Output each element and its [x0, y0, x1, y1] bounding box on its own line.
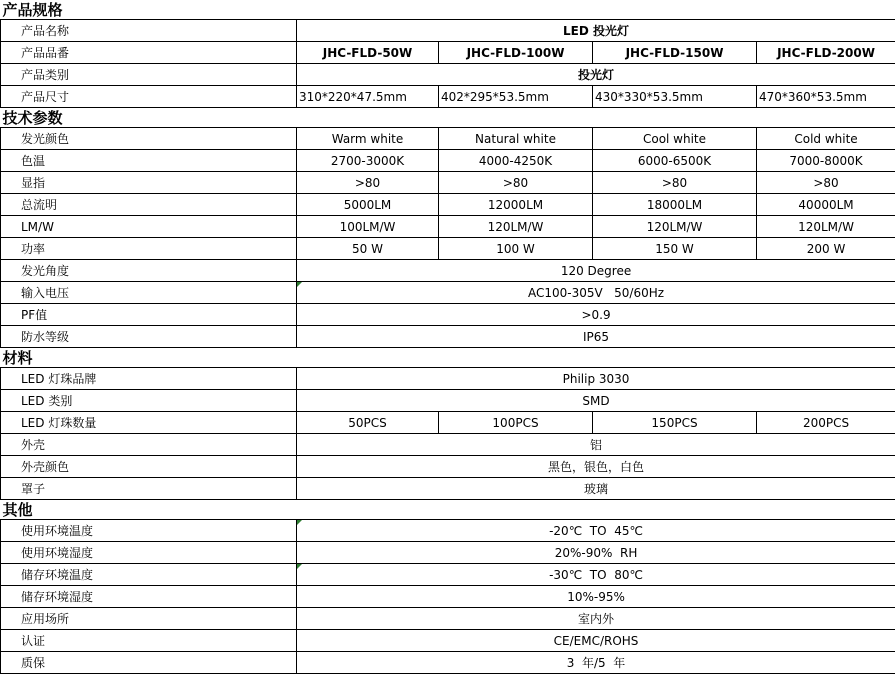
- row-label: 发光角度: [1, 260, 297, 282]
- cell-value: 40000LM: [757, 194, 895, 216]
- cell-value: 120LM/W: [593, 216, 757, 238]
- cell-value: Cold white: [757, 128, 895, 150]
- row-label: 产品类别: [1, 64, 297, 86]
- row-label: 外壳颜色: [1, 456, 297, 478]
- row-label: 储存环境温度: [1, 564, 297, 586]
- cell-value: >80: [757, 172, 895, 194]
- cell-value: 5000LM: [297, 194, 439, 216]
- cell-value: SMD: [297, 390, 895, 412]
- table-row: [1, 172, 895, 194]
- section-row-other: [1, 500, 895, 520]
- section-row-tech: [1, 108, 895, 128]
- comment-marker: [297, 282, 302, 287]
- table-row: [1, 608, 895, 630]
- table-row: [1, 20, 895, 42]
- table-row: [1, 326, 895, 348]
- row-label: LED 类别: [1, 390, 297, 412]
- table-row: [1, 456, 895, 478]
- cell-value: 室内外: [297, 608, 895, 630]
- row-label: 使用环境温度: [1, 520, 297, 542]
- row-label: 产品名称: [1, 20, 297, 42]
- cell-value: 100 W: [439, 238, 593, 260]
- row-label: 应用场所: [1, 608, 297, 630]
- cell-text: -20℃ TO 45℃: [549, 524, 643, 538]
- row-label: 功率: [1, 238, 297, 260]
- table-row: [1, 368, 895, 390]
- table-row: [1, 520, 895, 542]
- cell-value: IP65: [297, 326, 895, 348]
- cell-text: 3 年/5 年: [567, 656, 626, 670]
- cell-value: Warm white: [297, 128, 439, 150]
- cell-value: [297, 652, 895, 674]
- section-row-material: [1, 348, 895, 368]
- cell-value: JHC-FLD-150W: [593, 42, 757, 64]
- row-label: 防水等级: [1, 326, 297, 348]
- cell-value: [297, 564, 895, 586]
- table-row: [1, 412, 895, 434]
- cell-value: 10%-95%: [297, 586, 895, 608]
- cell-value: 200PCS: [757, 412, 895, 434]
- cell-value: Philip 3030: [297, 368, 895, 390]
- cell-value: 120 Degree: [297, 260, 895, 282]
- table-row: [1, 64, 895, 86]
- cell-value: 6000-6500K: [593, 150, 757, 172]
- table-row: [1, 630, 895, 652]
- row-label: 产品尺寸: [1, 86, 297, 108]
- row-label: 总流明: [1, 194, 297, 216]
- table-row: [1, 238, 895, 260]
- row-label: LED 灯珠数量: [1, 412, 297, 434]
- table-row: [1, 194, 895, 216]
- cell-value: 120LM/W: [439, 216, 593, 238]
- section-title-material: 材料: [1, 348, 895, 368]
- table-row: [1, 586, 895, 608]
- row-label: 质保: [1, 652, 297, 674]
- table-row: [1, 42, 895, 64]
- row-label: 外壳: [1, 434, 297, 456]
- cell-value: 铝: [297, 434, 895, 456]
- cell-value: [297, 282, 895, 304]
- cell-value: 150PCS: [593, 412, 757, 434]
- row-label: 储存环境湿度: [1, 586, 297, 608]
- cell-value: 200 W: [757, 238, 895, 260]
- table-row: [1, 260, 895, 282]
- cell-value: 402*295*53.5mm: [439, 86, 593, 108]
- cell-value: 12000LM: [439, 194, 593, 216]
- cell-value: 120LM/W: [757, 216, 895, 238]
- cell-text: AC100-305V 50/60Hz: [528, 286, 664, 300]
- cell-value: >80: [439, 172, 593, 194]
- cell-value: 310*220*47.5mm: [297, 86, 439, 108]
- cell-value: 470*360*53.5mm: [757, 86, 895, 108]
- table-row: [1, 216, 895, 238]
- row-label: 色温: [1, 150, 297, 172]
- row-label: 产品品番: [1, 42, 297, 64]
- cell-text: 20%-90% RH: [555, 546, 638, 560]
- cell-value: JHC-FLD-50W: [297, 42, 439, 64]
- cell-value: Cool white: [593, 128, 757, 150]
- cell-value: [297, 542, 895, 564]
- section-title-spec: 产品规格: [1, 0, 895, 20]
- row-label: 显指: [1, 172, 297, 194]
- cell-value: JHC-FLD-200W: [757, 42, 895, 64]
- table-row: [1, 304, 895, 326]
- table-row: [1, 86, 895, 108]
- cell-value: 100LM/W: [297, 216, 439, 238]
- section-title-other: 其他: [1, 500, 895, 520]
- row-label: LM/W: [1, 216, 297, 238]
- cell-value: LED 投光灯: [297, 20, 895, 42]
- cell-value: JHC-FLD-100W: [439, 42, 593, 64]
- section-row-spec: [1, 0, 895, 20]
- cell-value: 玻璃: [297, 478, 895, 500]
- table-row: [1, 282, 895, 304]
- row-label: 发光颜色: [1, 128, 297, 150]
- section-title-tech: 技术参数: [1, 108, 895, 128]
- cell-value: [297, 520, 895, 542]
- table-row: [1, 478, 895, 500]
- cell-value: 430*330*53.5mm: [593, 86, 757, 108]
- cell-value: >0.9: [297, 304, 895, 326]
- row-label: 使用环境湿度: [1, 542, 297, 564]
- cell-value: 150 W: [593, 238, 757, 260]
- cell-value: >80: [593, 172, 757, 194]
- table-row: [1, 434, 895, 456]
- cell-value: 黑色，银色，白色: [297, 456, 895, 478]
- comment-marker: [297, 520, 302, 525]
- table-row: [1, 652, 895, 674]
- row-label: LED 灯珠品牌: [1, 368, 297, 390]
- row-label: PF值: [1, 304, 297, 326]
- cell-value: 7000-8000K: [757, 150, 895, 172]
- cell-value: 50PCS: [297, 412, 439, 434]
- row-label: 认证: [1, 630, 297, 652]
- cell-text: -30℃ TO 80℃: [549, 568, 643, 582]
- table-row: [1, 128, 895, 150]
- cell-value: CE/EMC/ROHS: [297, 630, 895, 652]
- comment-marker: [297, 564, 302, 569]
- cell-value: Natural white: [439, 128, 593, 150]
- cell-value: 100PCS: [439, 412, 593, 434]
- table-row: [1, 542, 895, 564]
- cell-value: 投光灯: [297, 64, 895, 86]
- cell-value: 4000-4250K: [439, 150, 593, 172]
- row-label: 输入电压: [1, 282, 297, 304]
- cell-value: >80: [297, 172, 439, 194]
- table-row: [1, 150, 895, 172]
- table-row: [1, 564, 895, 586]
- cell-value: 2700-3000K: [297, 150, 439, 172]
- cell-value: 50 W: [297, 238, 439, 260]
- table-row: [1, 390, 895, 412]
- row-label: 罩子: [1, 478, 297, 500]
- cell-value: 18000LM: [593, 194, 757, 216]
